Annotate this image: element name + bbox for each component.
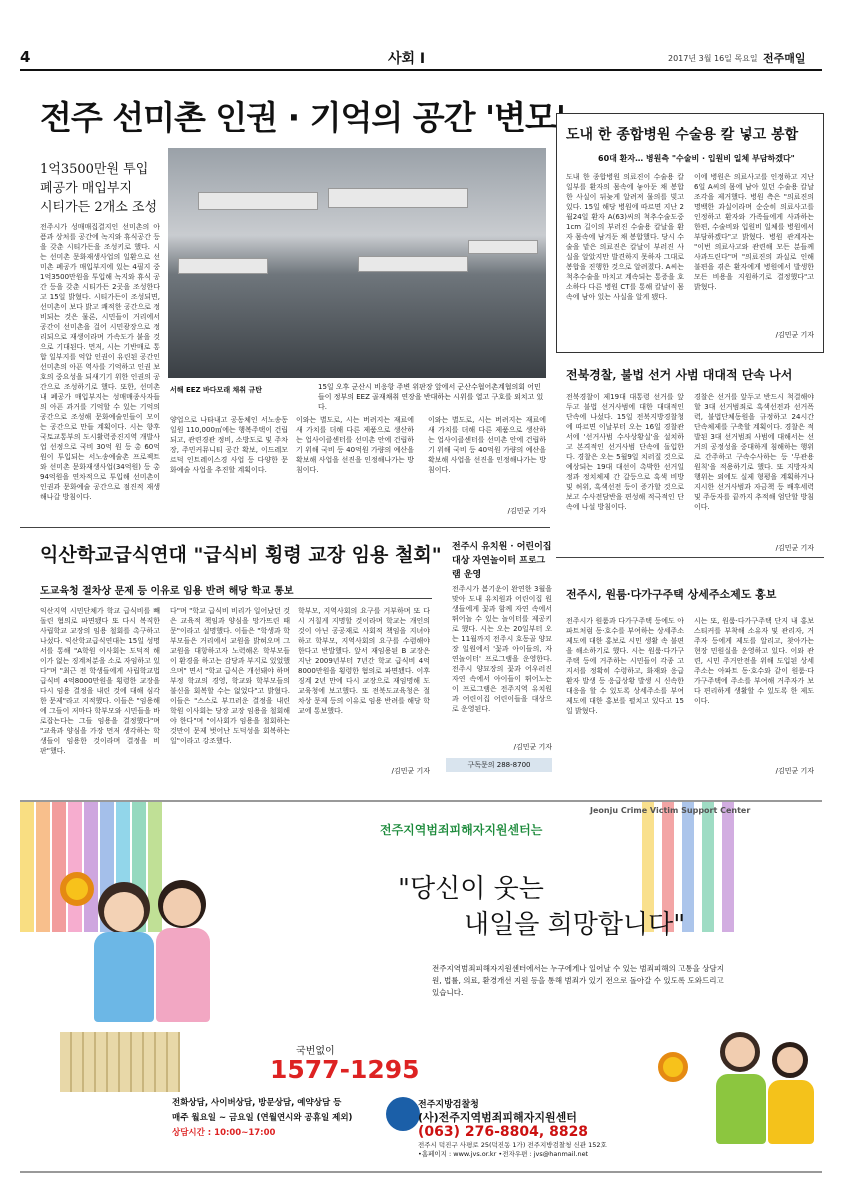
kinder-title: 전주시 유치원 · 어린이집 대상 자연놀이터 프로그램 운영 [452,542,552,580]
divider [556,557,824,558]
ad-phone: 1577-1295 [270,1055,420,1084]
housing-title: 전주시, 원룸·다가구주택 상세주소제도 홍보 [566,588,777,601]
page-number: 4 [20,48,31,66]
paper-name: 전주매일 [763,52,806,65]
housing-col2: 시는 또, 원룸·다가구주택 단지 내 홍보스티커를 부착해 소유자 및 관리자, 거주자 등에게 제도를 알리고, 찾아가는 현장 민원실을 운영하고 있다. 이와 관련, 시민 주거안전을 위해 도입된 상세주소는 아파트 동·호수와 같이 원룸·다가구주택에 주소를 부여해 거주자가 보다 편리하게 생활할 수 있도록 한 제도이다. [694,617,814,705]
ad-web-line: •홈페이지 : www.jvs.or.kr •전자우편 : jvs@hanmail.net [418,1150,589,1158]
ad-org-phone: (063) 276-8804, 8828 [418,1124,589,1140]
child3-body-icon [716,1074,766,1144]
divider [40,598,432,599]
election-col1: 전북경찰이 제19대 대통령 선거를 앞두고 불법 선거사범에 대한 대대적인 단속에 나섰다. 15일 전북지방경찰청에 따르면 이날부터 오는 16일 경찰관서에 '선거사범 수사상황실'을 설치하고 본격적인 선거사범 단속에 돌입한다. 경찰은 오는 5월9일 치러질 것으로 예상되는 19대 대선이 촉박한 선거일정과 정치체제 간 갈등으로 흑색 비방 및 허위, 흑색선전 등이 증가할 것으로 보고 수사전담반을 편성해 적극적인 단속에 나설 방침이다. [566,393,684,511]
ad-org1: 전주지방검찰청 [418,1100,479,1110]
child-face-icon [104,892,144,932]
sunflower-icon [60,872,94,906]
election-col2: 경찰은 선거를 앞두고 반드시 척결해야 할 3대 선거범죄로 흑색선전과 선거폭력, 불법단체동원을 규정하고 24시간 단속체제를 구축할 계획이다. 경찰은 적발된 3대 선거범죄 사범에 대해서는 선거의 공정성을 중대하게 침해하는 행위로 간주하고 구속수사하는 등 '무관용 원칙'을 적용하기로 했다. 또 지방자치 행위는 외에도 실제 형평을 계획하거나 지시한 선거사범과 자금책 등 배후세력 및 주동자를 끝까지 추적해 엄단할 방침이다. [694,393,814,511]
ad-hours: 상담시간 : 10:00~17:00 [172,1128,276,1138]
hospital-col2: 이에 병원은 의료사고를 인정하고 지난 6일 A씨의 몸에 남아 있던 수술용 칼날 조각을 제거했다. 병원 측은 "의료진의 명백한 과실이라며 순순히 의료사고를 인정하고 환자와 가족들에게 사과하는 한편, 수술비와 입원비 일체를 병원에서 부담하겠다"고 밝혔다. 병원 관계자는 "이번 의료사고와 관련해 모든 분들께 사과드린다"며 "의료진의 과실로 인해 불편을 겪은 환자에게 병원에서 발생한 모든 비용을 지원하기로 결정했다"고 밝혔다. [694,173,814,291]
lead-body-col4: 이와는 별도로, 시는 버려지는 재료에 새 가치를 더해 다른 제품으로 생산하는 업사이클센터를 선미촌 안에 건립하기 위해 국비 등 40억원 가량의 예산을 확보해 사업을 선진을 인정해나가는 방침이다. [428,416,546,474]
housing-byline: /김민균 기자 [775,767,814,775]
hospital-title: 도내 한 종합병원 수술용 칼 넣고 봉합 [566,127,799,143]
lunch-col1: 익산지역 시민단체가 학교 급식비를 빼돌린 혐의로 파면됐다 또 다시 복직한 사립학교 교장의 임용 철회를 촉구하고 나섰다. 익산학교급식연대는 15일 성명서를 통해 "A학원 이사회는 도덕적 해이가 없는 징계처분을 소로 자임하고 있다"며 "최근 전 학생들에게 사립학교법 급식비 4억8000만원을 횡령한 교장을 다시 임용 결정을 내린 것에 대해 심각한 문제"라고 지적했다. 이들은 "임용해에 그들이 저마다 학부모와 시민들을 바로잡는다는 그들 임용을 결정했다"며 "교육과 양심을 가장 먼저 생각하는 학생들이 임용한 것이라며 결정을 비판"했다. [40,607,160,755]
protest-photo [168,148,546,378]
child2-body-icon [156,928,210,1022]
ad-body: 전주지역범죄피해자지원센터에서는 누구에게나 일어날 수 있는 범죄피해의 고통을 상담지원, 법률, 의료, 환경개선 지원 등을 통해 범죄가 있기 전으로 돌아갈 수 있도록 도와드리고 있습니다. [432,964,724,997]
lead-body-col2: 양업으로 나타내고 공동체인 서노송동 일원 110,000㎡에는 행복주택이 건립되고, 관련경관 정비, 소방도로 및 주차장, 주민커뮤니티 공간 확보, 이드레모르덕 인트레이스경 사업 등 다양한 문화예술 사업을 추진할 계획이다. [170,416,288,474]
child4-face-icon [772,1042,808,1078]
lunch-title: 익산학교급식연대 "급식비 횡령 교장 임용 철회" [40,544,442,566]
lead-subhead-3: 시티가든 2개소 조성 [40,200,157,215]
housing-col1: 전주시가 원룸과 다가구주택 등에도 아파트처럼 동·호수를 부여하는 상세주소제도에 대한 홍보로 시민 생활 속 불편을 해소하기로 했다. 시는 원룸·다가구주택 등에 거주하는 시민들이 각종 고지서를 정확히 수령하고, 화재와 응급환자 발생 등 응급상황 발생 시 신속한 대응을 할 수 있도록 상세주소를 부여 제도에 대한 홍보를 펼치고 있다고 15일 밝혔다. [566,617,684,715]
ad-address-line: 전주시 덕진구 사평로 25(덕진동 1가) 전주지방검찰청 신관 152호 [418,1141,607,1149]
lead-subhead-2: 폐공가 매입부지 [40,181,133,196]
ad-services: 전화상담, 사이버상담, 방문상담, 예약상담 등 [172,1098,342,1108]
ad-slogan-line1: "당신이 웃는 [398,874,544,904]
ad-center-en: Jeonju Crime Victim Support Center [590,806,751,815]
kinder-body: 전주시가 봄기운이 완연한 3월을 맞아 도내 유치원과 어린이집 원생들에게 꽃과 함께 자연 속에서 뛰어놀 수 있는 놀이터를 제공키로 했다. 시는 오는 20일부터 오는 11월까지 전주시 호동골 양묘장 일원에서 '꽃과 아이들의, 자연놀이터' 프로그램을 운영한다. 전주시 양묘장의 꽃과 어우러진 자연 속에서 아이들이 뛰어노는 이 프로그램은 전주지역 유치원과 어린이집 어린이들을 대상으로 운영된다. [452,585,552,713]
ad-free-call: 국번없이 [296,1046,335,1057]
lead-subhead-1: 1억3500만원 투입 [40,162,149,177]
election-byline: /김민균 기자 [775,544,814,552]
child-body-icon [94,932,154,1022]
lunch-subtitle: 도교육청 절차상 문제 등 이유로 임용 반려 해당 학교 통보 [40,586,294,597]
lead-headline: 전주 선미촌 인권 · 기억의 공간 '변모' [40,98,565,137]
lead-body-col1: 전주시가 성매매집결지인 선미촌의 아픔과 상처를 공간에 녹지와 휴식공간 등을 갖춘 시티가든을 조성키로 했다. 시는 선미촌 문화재생사업의 일환으로 선미촌 폐공가 매입부지에 있는 4필지 중 1억3500만원을 투입해 녹지와 휴식 공간 등을 갖춘 시티가든 2곳을 조성한다고 15일 밝혔다. 시티가든이 조성되면, 선미촌이 보다 밝고 쾌적한 공간으로 정비되는 것은 물론, 시민들이 거리에서 공간이 선미촌을 걸어 시민광장으로 정리되으로 재생이라며 가속도가 붙을 것으로 기대된다. 먼저, 시는 기반매로 통합 일부지를 억압 인권이 유린된 공간인 선미촌의 아픈 역사를 기억하고 인권 보호의 중요성을 되새기기 위한 인권의 공간으로 조성하기로 했다. 또한, 선미촌 내 폐공가 매입부지는 성매매종사자들의 아픈 과거를 기억할 수 있는 기억의 공간으로 조성해 문화예술인들이 모이는 공간으로 만들 계획이다. 시는 향후 국토교통부의 도시활력증진지역 개발사업 선정으로 국비 30억 원 등 총 60억원이 투입되는 서노송예술촌 프로젝트와 선미촌 문화재생사업(34억원) 등 총 94억원을 연차적으로 투입해 선미촌이 인권과 문화예술 공간으로 점진적 재생해나갈 방침이다. [40,223,160,501]
ad-org-address [418,1141,607,1159]
hospital-byline: /김민균 기자 [775,331,814,339]
hospital-subtitle: 60대 환자… 병원측 "수술비 · 입원비 일체 부담하겠다" [598,154,795,163]
lunch-col3: 학부모, 지역사회의 요구를 거부하며 또 다시 거칠게 지명할 것이라며 학교는 개인의 것이 아닌 공공재로 사회적 책임을 지녀야 하고 학부모, 지역사회의 요구를 수렴해야 한다고 반발했다. 앞서 재임용된 B 교장은 지난 2009년부터 7년간 학교 급식비 4억8000만원을 횡령한 혐의로 파면됐다. 이후 징계 2년 만에 다시 교장으로 재임명해 도교육청에 보고했다. 또 전북도교육청은 절차상 문제 등의 이유로 임용 반려를 해당 학교에 통보했다. [298,607,430,715]
header-rule [20,69,822,71]
ad-org2: (사)전주지역범죄피해자지원센터 [418,1111,577,1124]
child3-face-icon [720,1032,760,1072]
prosecution-logo-icon [386,1097,420,1131]
child2-face-icon [163,888,201,926]
photo-caption-title: 서해 EEZ 바다모래 채취 규탄 [170,386,263,394]
lead-subheads [40,160,160,217]
ad-center-title: 전주지역범죄피해자지원센터는 [380,823,543,837]
lead-byline: /김민균 기자 [507,507,546,515]
lunch-col2: 다"며 "학교 급식비 비리가 일어났던 것은 교육적 책임과 양심을 망가뜨린 때문"이라고 설명했다. 이들은 "학생과 학부모들은 거리에서 교원을 밝혀오며 그 교원을 대항하고자 노력해온 학부모들이 환경을 하고는 감당과 부지로 있었했으며" 면서 "학교 급식은 개선돼야 하며 부정 학교의 경영, 학교와 학부모들의 불신을 회복할 수는 없었다"고 밝혔다. 이들은 "스스로 부끄러운 결정을 내린 학원 이사회는 당장 교장 임용을 철회해야 한다"며 "이사회가 임용을 철회하는 것만이 문제 벗어난 도덕성을 회복하는 일"이라고 강조했다. [170,607,290,745]
election-title: 전북경찰, 불법 선거 사범 대대적 단속 나서 [566,368,793,382]
photo-caption: 15일 오후 군산시 비응항 주변 위판장 앞에서 군산수협어촌계협의회 어민들이 정부의 EEZ 골재채취 연장을 반대하는 시위를 열고 구호를 외치고 있다. [318,383,544,411]
sunflower2-icon [658,1052,688,1082]
fence-icon [60,1032,180,1092]
ad-slogan-line2: 내일을 희망합니다" [464,910,686,940]
hospital-col1: 도내 한 종합병원 의료진이 수술용 칼 일부를 환자의 몸속에 놓아둔 채 봉합한 사실이 뒤늦게 알려져 물의를 빚고 있다. 15일 해당 병원에 따르면 지난 2월24일 환자 A(63)씨의 척추수술도중 1cm 길이의 부러진 수술용 칼날을 환자 몸속에 남겨둔 채 봉합했다. 당시 수술을 맡은 의료진은 칼날이 부러진 사실을 알았지만 발견하지 못하자 그대로 봉합을 진행한 것으로 알려졌다. A씨는 척추수술을 마치고 계속되는 통증을 호소하다 다른 병원 CT를 통해 칼날이 몸속에 남아 있는 사실을 알게 됐다. [566,173,684,301]
kinder-byline: /김민균 기자 [513,743,552,751]
section-name: 사회 I [388,51,426,67]
lead-body-col3: 이와는 별도로, 시는 버려지는 재료에 새 가치를 더해 다른 제품으로 생산하는 업사이클센터를 선미촌 안에 건립하기 위해 국비 등 40억원 가량의 예산을 확보해 사업을 선진을 인정해나가는 방침이다. [296,416,414,474]
issue-date: 2017년 3월 16일 목요일 [668,54,758,63]
ad-hours-days: 매주 월요일 ~ 금요일 (연월연시와 공휴일 제외) [172,1113,353,1123]
child4-body-icon [768,1080,814,1144]
divider [20,527,550,528]
subscription-note: 구독문의 288-8700 [446,758,552,772]
lunch-byline: /김민균 기자 [391,767,430,775]
ad-contact [172,1096,352,1141]
